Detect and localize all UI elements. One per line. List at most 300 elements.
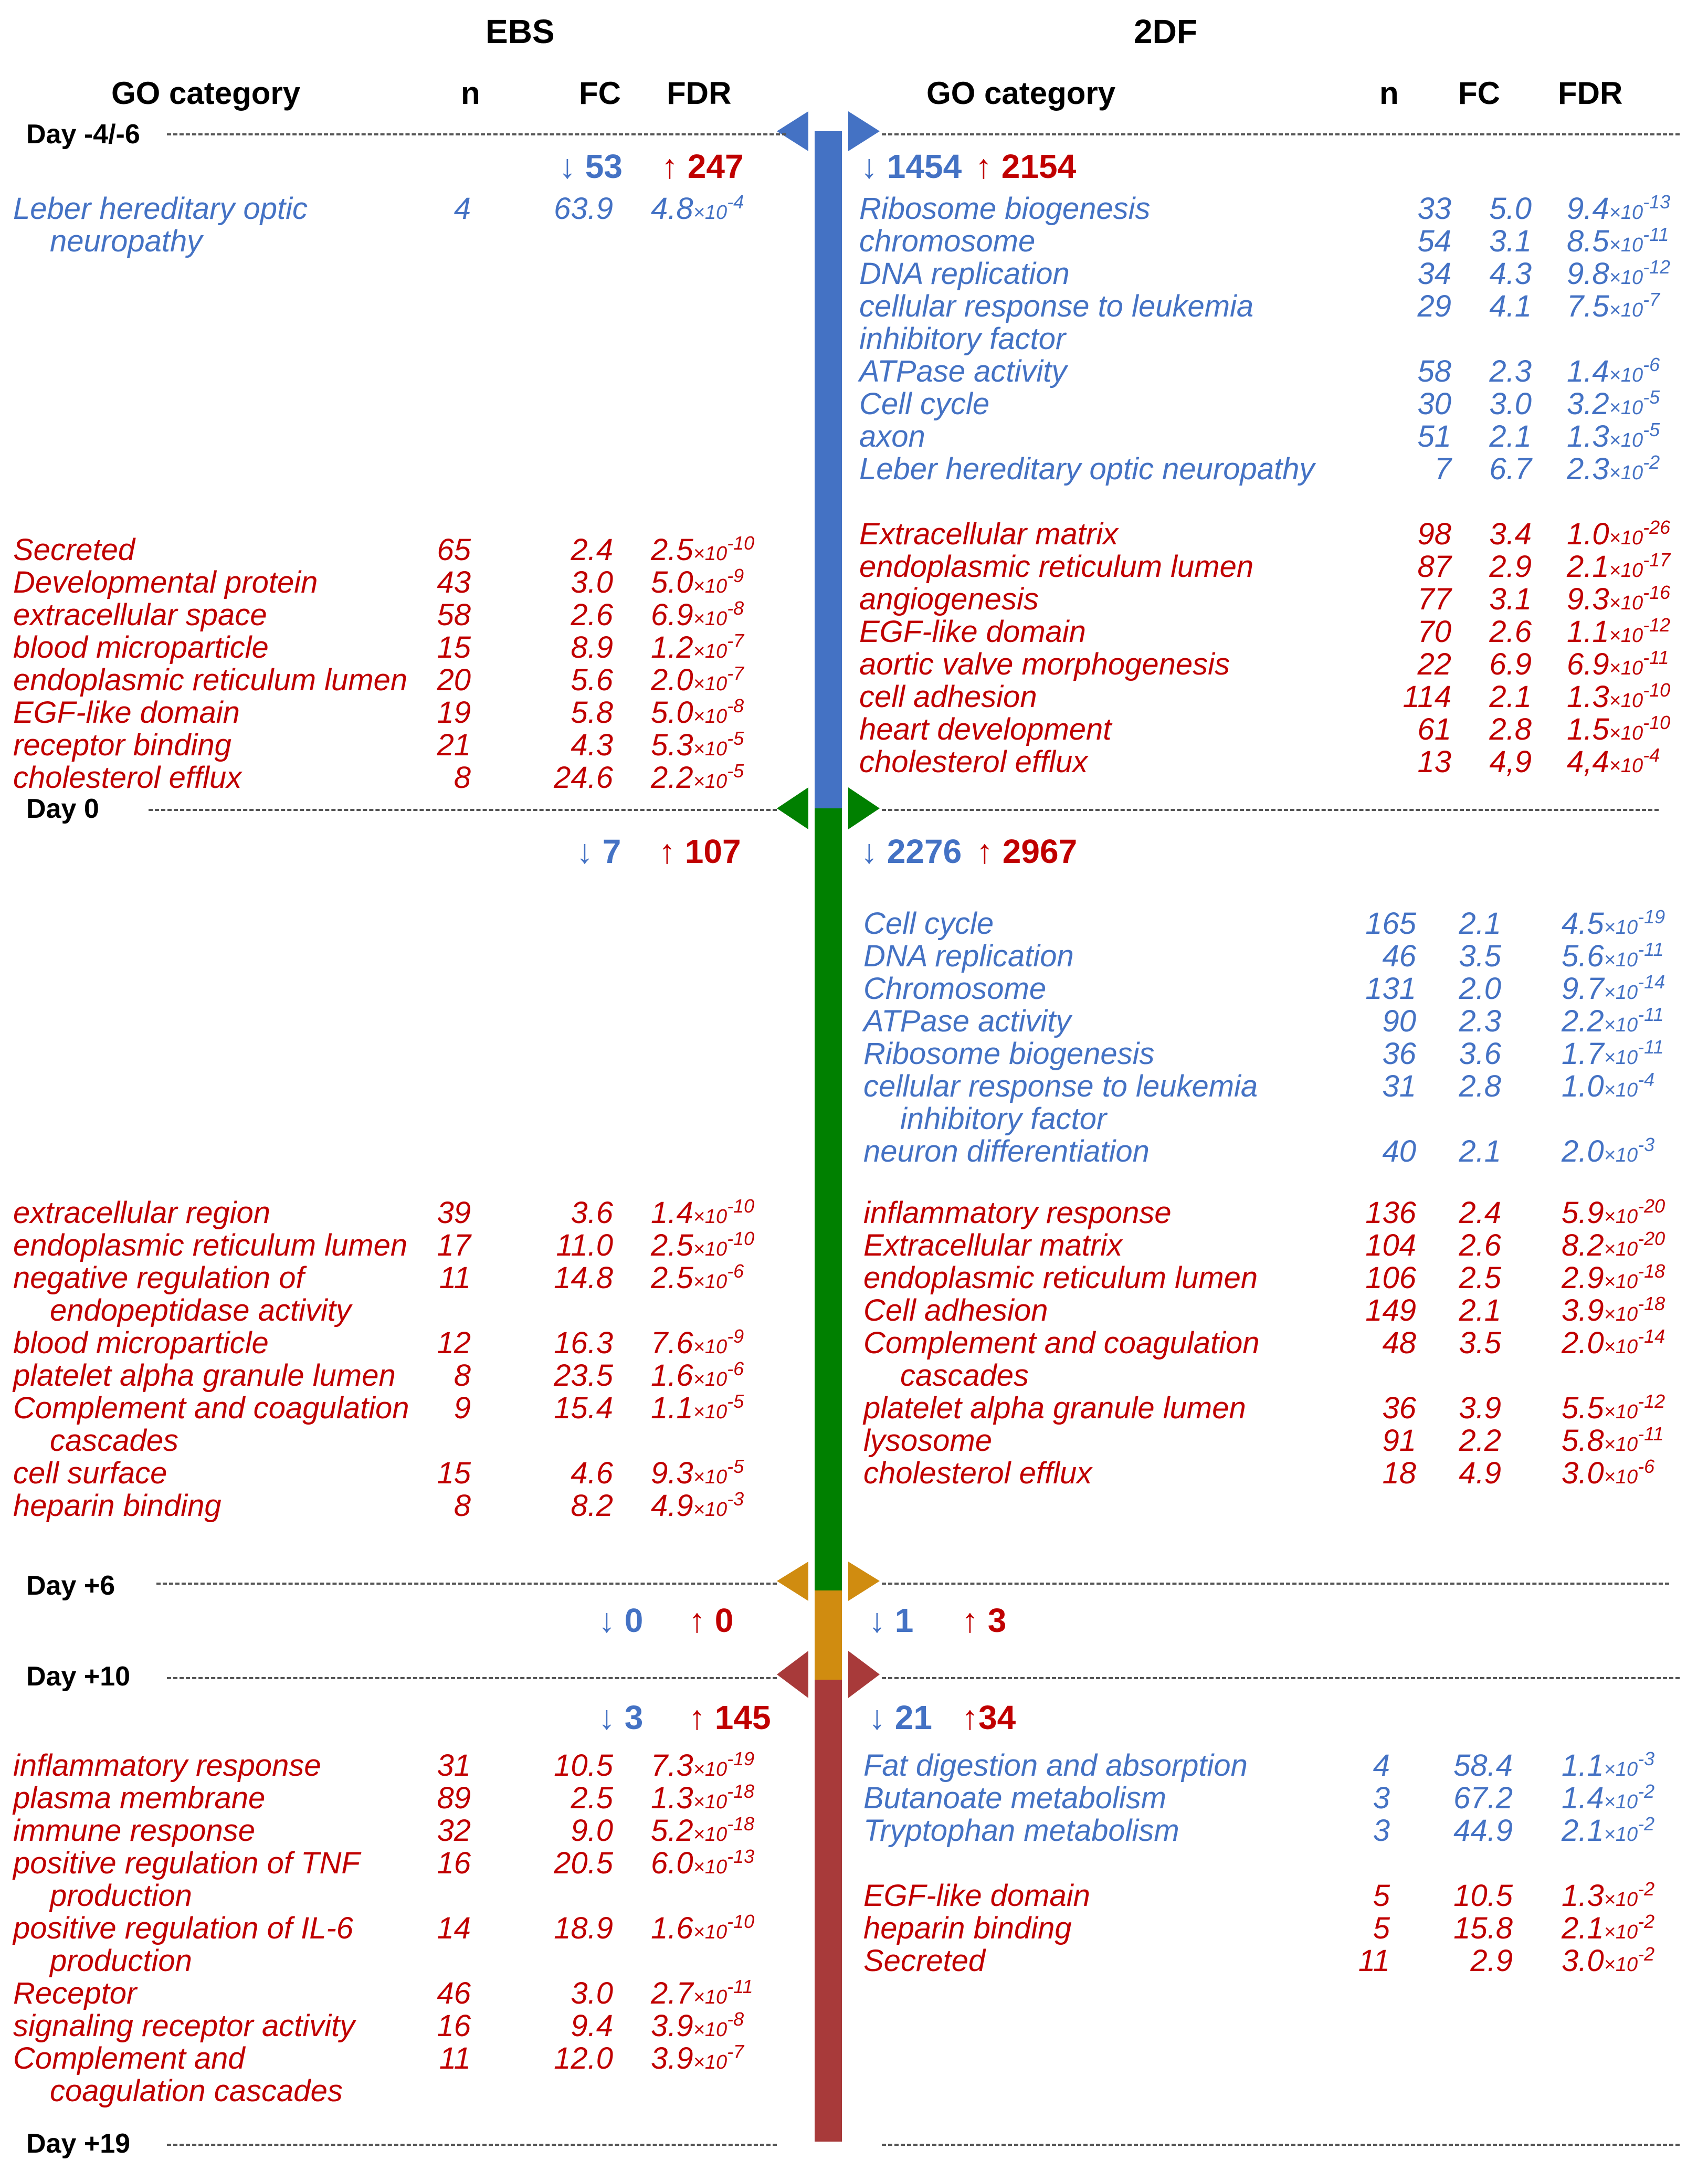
gene-count: 11 <box>1358 1944 1390 1978</box>
fdr-times-ten: ×10 <box>693 1758 728 1780</box>
fdr-value <box>1567 226 1669 257</box>
gene-count: 13 <box>1417 745 1451 779</box>
gene-count: 46 <box>1382 939 1416 973</box>
fdr-mantissa: 8.5 <box>1567 224 1609 258</box>
gene-count: 77 <box>1417 582 1451 616</box>
go-term: platelet alpha granule lumen <box>863 1391 1246 1425</box>
fdr-times-ten: ×10 <box>693 705 728 728</box>
fdr-value <box>651 1913 754 1944</box>
fdr-mantissa: 1.3 <box>1567 419 1609 454</box>
fdr-exponent: -6 <box>727 1358 744 1379</box>
fold-change: 63.9 <box>554 192 613 226</box>
fdr-mantissa: 3.9 <box>651 2041 693 2075</box>
fold-change: 3.1 <box>1489 224 1532 258</box>
fdr-exponent: -9 <box>727 565 744 586</box>
fdr-value <box>1562 1325 1665 1360</box>
fold-change: 2.3 <box>1489 354 1532 388</box>
fdr-exponent: -8 <box>727 2008 744 2030</box>
fdr-times-ten: ×10 <box>1604 1466 1638 1488</box>
gene-count: 106 <box>1365 1261 1416 1295</box>
gene-count: 12 <box>437 1326 471 1360</box>
fdr-value <box>1567 291 1660 322</box>
fdr-value <box>1567 386 1660 421</box>
fdr-value <box>1562 1458 1654 1489</box>
fdr-mantissa: 8.2 <box>1562 1228 1604 1262</box>
down-count: ↓ 53 <box>559 147 623 185</box>
fdr-times-ten: ×10 <box>693 1368 728 1390</box>
fdr-value <box>1567 421 1660 452</box>
fdr-value <box>651 662 744 697</box>
fdr-mantissa: 9.3 <box>651 1456 693 1490</box>
fdr-value <box>1567 191 1671 226</box>
fdr-value <box>651 1390 744 1425</box>
gene-count: 15 <box>437 630 471 665</box>
fdr-exponent: -11 <box>1638 1423 1664 1445</box>
go-term: heart development <box>859 712 1112 746</box>
fdr-times-ten: ×10 <box>693 1921 728 1943</box>
go-term: Chromosome <box>863 972 1047 1006</box>
day-divider <box>167 2144 777 2146</box>
fold-change: 14.8 <box>554 1261 613 1295</box>
go-term: cholesterol efflux <box>859 745 1088 779</box>
fdr-value <box>1567 549 1671 584</box>
fold-change: 3.9 <box>1459 1391 1501 1425</box>
fdr-times-ten: ×10 <box>693 1499 728 1521</box>
gene-count: 29 <box>1417 289 1451 323</box>
fdr-exponent: -12 <box>1643 256 1671 278</box>
fold-change: 67.2 <box>1453 1781 1513 1815</box>
fdr-mantissa: 6.9 <box>1567 647 1609 681</box>
fdr-exponent: -18 <box>1638 1293 1665 1314</box>
day-divider <box>882 2144 1680 2146</box>
go-term: Developmental protein <box>13 565 318 599</box>
go-term: chromosome <box>859 224 1036 258</box>
fdr-times-ten: ×10 <box>693 1401 728 1423</box>
fdr-times-ten: ×10 <box>1604 1434 1638 1456</box>
fdr-times-ten: ×10 <box>693 1824 728 1846</box>
ebs-n-header: n <box>461 76 480 111</box>
fdr-times-ten: ×10 <box>1609 429 1643 451</box>
fdr-times-ten: ×10 <box>1604 1336 1638 1358</box>
fdr-value <box>651 1488 744 1523</box>
fdr-mantissa: 5.8 <box>1562 1424 1604 1458</box>
fdr-mantissa: 3.0 <box>1562 1456 1604 1490</box>
gene-count: 89 <box>437 1781 471 1815</box>
go-term: Leber hereditary optic neuropathy <box>859 452 1315 486</box>
go-term-cont: cascades <box>50 1424 179 1458</box>
fdr-times-ten: ×10 <box>1609 397 1643 419</box>
go-term: Tryptophan metabolism <box>863 1814 1179 1848</box>
gene-count: 32 <box>437 1814 471 1848</box>
fdr-exponent: -8 <box>727 597 744 619</box>
fdr-exponent: -10 <box>727 1195 755 1217</box>
fdr-value <box>1567 451 1660 486</box>
down-count: ↓ 21 <box>869 1699 932 1736</box>
go-term-cont: inhibitory factor <box>859 322 1066 356</box>
fold-change: 2.6 <box>1459 1228 1501 1262</box>
fold-change: 16.3 <box>554 1326 613 1360</box>
fdr-exponent: -11 <box>1643 224 1669 245</box>
fold-change: 10.5 <box>1453 1879 1513 1913</box>
fdr-exponent: -18 <box>727 1780 755 1802</box>
fold-change: 3.6 <box>571 1196 613 1230</box>
go-term-cont: coagulation cascades <box>50 2074 343 2108</box>
gene-count: 19 <box>437 695 471 730</box>
fdr-value <box>1562 1943 1655 1978</box>
go-term-cont: inhibitory factor <box>900 1102 1107 1136</box>
gene-count: 16 <box>437 2009 471 2043</box>
gene-count: 87 <box>1417 550 1451 584</box>
fdr-exponent: -3 <box>1638 1134 1655 1155</box>
fdr-value <box>1567 714 1670 745</box>
fdr-exponent: -7 <box>1643 289 1660 310</box>
2df-fc-header: FC <box>1458 76 1500 111</box>
segment-day-minus4-to-0 <box>815 131 842 808</box>
gene-count: 31 <box>437 1748 471 1783</box>
go-term: endoplasmic reticulum lumen <box>13 1228 408 1262</box>
fdr-value <box>1562 1748 1655 1783</box>
fdr-mantissa: 1.1 <box>651 1391 693 1425</box>
fdr-exponent: -2 <box>1638 1780 1655 1802</box>
fold-change: 2.5 <box>1459 1261 1501 1295</box>
go-term: lysosome <box>863 1424 992 1458</box>
fold-change: 18.9 <box>554 1911 613 1945</box>
fdr-mantissa: 6.0 <box>651 1846 693 1880</box>
fdr-exponent: -14 <box>1638 1325 1665 1347</box>
fdr-value <box>1562 1423 1664 1458</box>
fdr-mantissa: 3.9 <box>651 2009 693 2043</box>
fdr-times-ten: ×10 <box>1609 560 1643 582</box>
fdr-mantissa: 2.9 <box>1562 1261 1604 1295</box>
go-term: cell adhesion <box>859 680 1037 714</box>
fdr-value <box>651 1358 744 1393</box>
fdr-times-ten: ×10 <box>693 575 728 597</box>
fdr-mantissa: 2.0 <box>651 663 693 697</box>
fdr-mantissa: 1.0 <box>1567 517 1609 551</box>
fdr-mantissa: 1.1 <box>1567 615 1609 649</box>
fdr-times-ten: ×10 <box>1609 722 1643 744</box>
fdr-times-ten: ×10 <box>1604 1014 1638 1036</box>
fdr-mantissa: 5.5 <box>1562 1391 1604 1425</box>
go-term: DNA replication <box>859 257 1070 291</box>
go-term: Secreted <box>863 1944 986 1978</box>
fdr-value <box>651 2008 744 2043</box>
fold-change: 12.0 <box>554 2041 613 2075</box>
fdr-mantissa: 3.2 <box>1567 387 1609 421</box>
fdr-mantissa: 7.5 <box>1567 289 1609 323</box>
fdr-value <box>651 597 744 632</box>
fdr-times-ten: ×10 <box>693 2019 728 2041</box>
fdr-times-ten: ×10 <box>1604 1889 1638 1911</box>
go-term: extracellular space <box>13 598 267 632</box>
fdr-exponent: -16 <box>1643 582 1671 603</box>
fdr-mantissa: 2.7 <box>651 1976 693 2010</box>
fdr-times-ten: ×10 <box>1609 657 1643 679</box>
fold-change: 5.0 <box>1489 192 1532 226</box>
fold-change: 3.1 <box>1489 582 1532 616</box>
gene-count: 91 <box>1382 1424 1416 1458</box>
fdr-mantissa: 2.1 <box>1562 1814 1604 1848</box>
fdr-value <box>1567 519 1670 550</box>
gene-count: 36 <box>1382 1037 1416 1071</box>
go-term: negative regulation of <box>13 1261 304 1295</box>
fdr-exponent: -5 <box>727 760 744 782</box>
fdr-times-ten: ×10 <box>693 1466 728 1488</box>
fdr-value <box>651 1813 755 1848</box>
go-term: extracellular region <box>13 1196 271 1230</box>
up-count: ↑ 247 <box>661 147 744 185</box>
fold-change: 2.0 <box>1459 972 1501 1006</box>
fdr-times-ten: ×10 <box>1609 267 1643 289</box>
fdr-times-ten: ×10 <box>693 202 728 224</box>
up-count: ↑ 3 <box>962 1601 1007 1639</box>
fdr-value <box>1562 1913 1654 1944</box>
up-count: ↑ 107 <box>659 832 741 870</box>
go-term: Ribosome biogenesis <box>863 1037 1155 1071</box>
fdr-times-ten: ×10 <box>1609 234 1643 256</box>
go-term: Receptor <box>13 1976 137 2010</box>
fdr-times-ten: ×10 <box>1609 625 1643 647</box>
fdr-times-ten: ×10 <box>1604 1921 1638 1943</box>
ebs-fc-header: FC <box>579 76 621 111</box>
gene-count: 61 <box>1417 712 1451 746</box>
fdr-value <box>1562 1295 1665 1326</box>
fold-change: 4.6 <box>571 1456 613 1490</box>
go-term: DNA replication <box>863 939 1074 973</box>
go-term: Cell cycle <box>859 387 990 421</box>
gene-count: 34 <box>1417 257 1451 291</box>
gene-count: 16 <box>437 1846 471 1880</box>
fdr-value <box>1562 1780 1655 1815</box>
fdr-exponent: -5 <box>727 728 744 749</box>
gene-count: 5 <box>1373 1879 1390 1913</box>
fdr-times-ten: ×10 <box>1609 462 1643 484</box>
gene-count: 11 <box>439 1261 471 1295</box>
fdr-value <box>651 1748 755 1783</box>
fdr-exponent: -11 <box>727 1976 753 1997</box>
fdr-exponent: -10 <box>727 532 755 554</box>
fdr-times-ten: ×10 <box>1609 364 1643 386</box>
fold-change: 24.6 <box>554 761 613 795</box>
go-term: cellular response to leukemia <box>859 289 1254 323</box>
fdr-mantissa: 5.6 <box>1562 939 1604 973</box>
fdr-times-ten: ×10 <box>1604 1758 1638 1780</box>
fdr-mantissa: 1.6 <box>651 1911 693 1945</box>
fold-change: 2.6 <box>571 598 613 632</box>
fdr-value <box>1567 584 1670 615</box>
fdr-exponent: -10 <box>727 1228 755 1249</box>
go-term: heparin binding <box>13 1489 222 1523</box>
gene-count: 114 <box>1403 680 1451 714</box>
fdr-value <box>651 532 755 567</box>
fdr-exponent: -17 <box>1643 549 1671 571</box>
fdr-mantissa: 7.6 <box>651 1326 693 1360</box>
gene-count: 65 <box>437 533 471 567</box>
fdr-mantissa: 1.4 <box>1567 354 1609 388</box>
fdr-exponent: -12 <box>1643 614 1671 636</box>
go-term: positive regulation of TNF <box>13 1846 360 1880</box>
go-term: inflammatory response <box>13 1748 321 1783</box>
fdr-mantissa: 1.4 <box>1562 1781 1604 1815</box>
go-term: neuron differentiation <box>863 1134 1150 1168</box>
gene-count: 5 <box>1373 1911 1390 1945</box>
fdr-mantissa: 2.5 <box>651 1261 693 1295</box>
fdr-mantissa: 5.3 <box>651 728 693 762</box>
fdr-mantissa: 1.3 <box>1567 680 1609 714</box>
fdr-times-ten: ×10 <box>1609 690 1643 712</box>
fdr-exponent: -2 <box>1638 1813 1655 1835</box>
fold-change: 2.1 <box>1489 419 1532 454</box>
fdr-times-ten: ×10 <box>1609 299 1643 321</box>
go-term: Complement and <box>13 2041 245 2075</box>
fdr-exponent: -12 <box>1638 1390 1665 1412</box>
fold-change: 6.7 <box>1489 452 1532 486</box>
fold-change: 58.4 <box>1453 1748 1513 1783</box>
fdr-exponent: -14 <box>1638 971 1665 993</box>
gene-count: 98 <box>1417 517 1451 551</box>
fold-change: 15.8 <box>1453 1911 1513 1945</box>
fold-change: 2.8 <box>1459 1069 1501 1103</box>
fold-change: 8.9 <box>571 630 613 665</box>
fdr-mantissa: 2.2 <box>1562 1004 1604 1038</box>
fdr-times-ten: ×10 <box>693 1271 728 1293</box>
fdr-value <box>1562 1006 1663 1037</box>
fdr-exponent: -19 <box>1638 906 1665 928</box>
gene-count: 54 <box>1417 224 1451 258</box>
fdr-times-ten: ×10 <box>1604 1954 1638 1976</box>
down-count: ↓ 1454 <box>861 147 962 185</box>
down-count: ↓ 7 <box>576 832 621 870</box>
down-count: ↓ 1 <box>869 1601 914 1639</box>
fdr-mantissa: 5.0 <box>651 695 693 730</box>
fdr-exponent: -13 <box>1643 191 1671 213</box>
day-divider <box>882 133 1680 135</box>
fdr-exponent: -10 <box>727 1911 755 1932</box>
go-term: Extracellular matrix <box>859 517 1119 551</box>
fdr-mantissa: 2.5 <box>651 1228 693 1262</box>
gene-count: 90 <box>1382 1004 1416 1038</box>
fdr-exponent: -2 <box>1638 1878 1655 1900</box>
fdr-value <box>1567 679 1671 714</box>
fdr-mantissa: 1.7 <box>1562 1037 1604 1071</box>
fold-change: 5.6 <box>571 663 613 697</box>
fdr-mantissa: 1.2 <box>651 630 693 665</box>
fold-change: 3.5 <box>1459 1326 1501 1360</box>
fold-change: 4.1 <box>1489 289 1532 323</box>
fdr-exponent: -5 <box>727 1456 744 1477</box>
day-divider <box>156 1583 777 1585</box>
fold-change: 10.5 <box>554 1748 613 1783</box>
fdr-times-ten: ×10 <box>1604 1401 1638 1423</box>
go-term: immune response <box>13 1814 255 1848</box>
fold-change: 2.5 <box>571 1781 613 1815</box>
fdr-mantissa: 5.2 <box>651 1814 693 1848</box>
fdr-mantissa: 2.3 <box>1567 452 1609 486</box>
go-term: signaling receptor activity <box>13 2009 355 2043</box>
fdr-times-ten: ×10 <box>693 543 728 565</box>
fdr-exponent: -20 <box>1638 1195 1665 1217</box>
go-term: Fat digestion and absorption <box>863 1748 1248 1783</box>
gene-count: 48 <box>1382 1326 1416 1360</box>
fold-change: 4.3 <box>1489 257 1532 291</box>
gene-count: 11 <box>439 2041 471 2075</box>
gene-count: 43 <box>437 565 471 599</box>
fold-change: 2.1 <box>1459 1293 1501 1327</box>
fdr-exponent: -20 <box>1638 1228 1665 1249</box>
gene-count: 36 <box>1382 1391 1416 1425</box>
fdr-exponent: -6 <box>1643 354 1660 375</box>
fdr-value <box>651 1848 754 1879</box>
gene-count: 31 <box>1382 1069 1416 1103</box>
fdr-exponent: -6 <box>727 1260 744 1282</box>
fdr-value <box>1562 1260 1665 1295</box>
fdr-exponent: -2 <box>1638 1911 1655 1932</box>
go-term: ATPase activity <box>859 354 1067 388</box>
fdr-exponent: -5 <box>1643 386 1660 408</box>
go-term: Complement and coagulation <box>863 1326 1260 1360</box>
go-term: angiogenesis <box>859 582 1039 616</box>
day-divider <box>149 809 777 811</box>
fdr-mantissa: 1.0 <box>1562 1069 1604 1103</box>
fdr-mantissa: 7.3 <box>651 1748 693 1783</box>
fdr-exponent: -3 <box>727 1488 744 1510</box>
fold-change: 20.5 <box>554 1846 613 1880</box>
fdr-exponent: -9 <box>727 1325 744 1347</box>
gene-count: 14 <box>437 1911 471 1945</box>
down-count: ↓ 0 <box>598 1601 644 1639</box>
fdr-mantissa: 2.0 <box>1562 1326 1604 1360</box>
fdr-mantissa: 9.3 <box>1567 582 1609 616</box>
fdr-exponent: -11 <box>1643 647 1669 668</box>
fold-change: 8.2 <box>571 1489 613 1523</box>
segment-day10-to-19 <box>815 1680 842 2142</box>
go-term: ATPase activity <box>863 1004 1071 1038</box>
fdr-value <box>651 760 744 795</box>
go-term: aortic valve morphogenesis <box>859 647 1230 681</box>
gene-count: 40 <box>1382 1134 1416 1168</box>
go-term: blood microparticle <box>13 1326 269 1360</box>
fdr-mantissa: 2.1 <box>1562 1911 1604 1945</box>
gene-count: 22 <box>1417 647 1451 681</box>
go-term: positive regulation of IL-6 <box>13 1911 354 1945</box>
fdr-times-ten: ×10 <box>1604 1271 1638 1293</box>
fdr-times-ten: ×10 <box>1604 1791 1638 1813</box>
fdr-value <box>651 1260 744 1295</box>
day-divider <box>882 1583 1669 1585</box>
day-divider <box>882 1677 1680 1679</box>
fold-change: 3.5 <box>1459 939 1501 973</box>
fold-change: 11.0 <box>556 1228 613 1262</box>
go-term: inflammatory response <box>863 1196 1172 1230</box>
go-term: Extracellular matrix <box>863 1228 1123 1262</box>
fdr-times-ten: ×10 <box>1609 592 1643 614</box>
fdr-value <box>651 1230 754 1261</box>
fdr-exponent: -26 <box>1643 517 1671 538</box>
2df-title: 2DF <box>1134 13 1197 50</box>
gene-count: 30 <box>1417 387 1451 421</box>
fdr-times-ten: ×10 <box>693 673 728 695</box>
fdr-value <box>1567 649 1669 680</box>
fdr-times-ten: ×10 <box>693 1986 728 2008</box>
fdr-value <box>651 630 744 665</box>
gene-count: 7 <box>1434 452 1451 486</box>
down-count: ↓ 3 <box>598 1699 644 1736</box>
gene-count: 131 <box>1365 972 1416 1006</box>
fdr-value <box>1562 971 1665 1006</box>
fdr-mantissa: 9.4 <box>1567 192 1609 226</box>
up-count: ↑ 0 <box>689 1601 734 1639</box>
fold-change: 44.9 <box>1453 1814 1513 1848</box>
